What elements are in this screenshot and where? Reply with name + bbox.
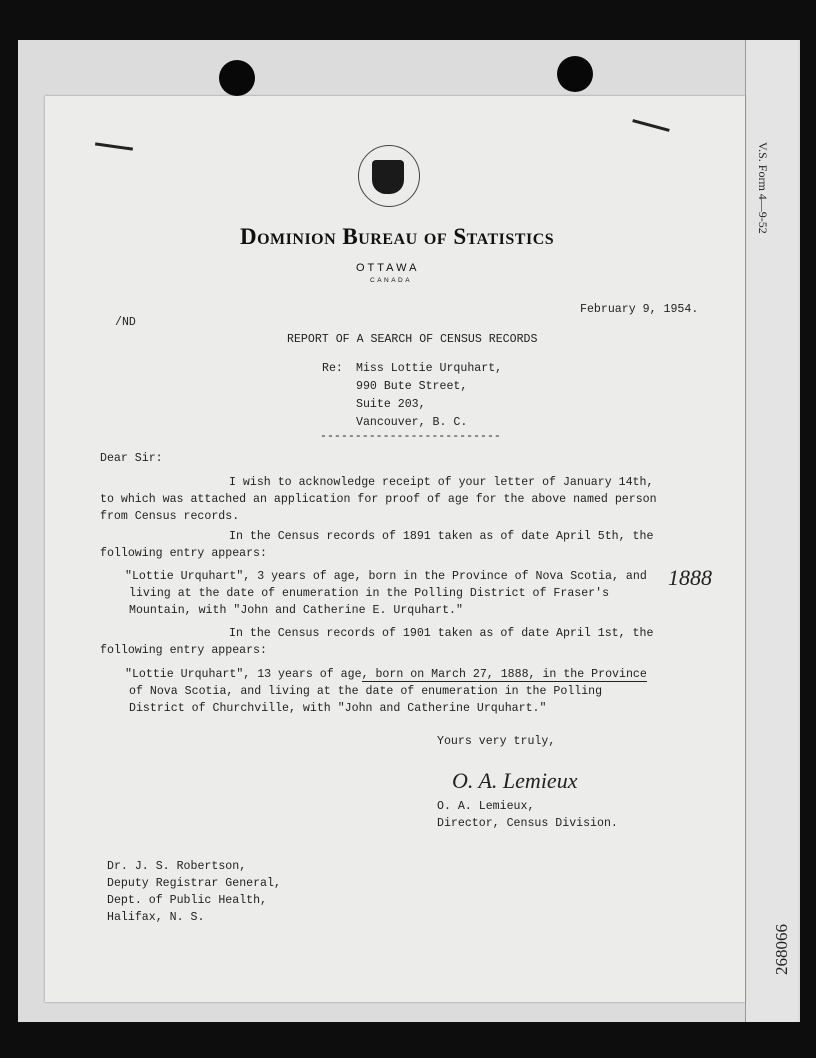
body-line: In the Census records of 1901 taken as of date April 1st, the — [229, 627, 654, 640]
quote-line: of Nova Scotia, and living at the date of enumeration in the Polling — [129, 685, 603, 698]
re-line: Vancouver, B. C. — [356, 416, 468, 429]
re-line: Miss Lottie Urquhart, — [356, 362, 503, 375]
quote-text: "Lottie Urquhart", 13 years of age — [125, 668, 362, 681]
re-rule: -------------------------- — [320, 430, 501, 443]
re-line: Suite 203, — [356, 398, 426, 411]
reference: /ND — [115, 316, 136, 329]
quote-line: living at the date of enumeration in the Polling District of Fraser's — [129, 587, 610, 600]
serial-number: 268066 — [772, 924, 791, 975]
form-margin-strip — [745, 40, 798, 1022]
closing: Yours very truly, — [437, 735, 556, 748]
form-label: V.S. Form 4—9-52 — [756, 142, 770, 234]
body-line: In the Census records of 1891 taken as of date April 5th, the — [229, 530, 654, 543]
punch-hole — [219, 60, 255, 96]
salutation: Dear Sir: — [100, 452, 163, 465]
re-line: 990 Bute Street, — [356, 380, 468, 393]
signer-title: Director, Census Division. — [437, 817, 618, 830]
re-label: Re: — [322, 362, 343, 375]
signature: O. A. Lemieux — [452, 768, 578, 793]
letter-date: February 9, 1954. — [580, 303, 699, 316]
quote-line: District of Churchville, with "John and Catherine Urquhart." — [129, 702, 547, 715]
addressee-line: Dept. of Public Health, — [107, 894, 268, 907]
country: CANADA — [370, 277, 413, 284]
body-line: I wish to acknowledge receipt of your letter of January 14th, — [229, 476, 654, 489]
addressee-line: Deputy Registrar General, — [107, 877, 281, 890]
addressee-line: Halifax, N. S. — [107, 911, 205, 924]
city: OTTAWA — [356, 262, 420, 274]
addressee-line: Dr. J. S. Robertson, — [107, 860, 247, 873]
underlined-birthdate: , born on March 27, 1888, in the Province — [361, 668, 647, 681]
handwritten-note: 1888 — [668, 565, 712, 590]
body-line: from Census records. — [100, 510, 240, 523]
punch-hole — [557, 56, 593, 92]
body-line: to which was attached an application for proof of age for the above named person — [100, 493, 657, 506]
quote-line: "Lottie Urquhart", 3 years of age, born in the Province of Nova Scotia, and — [125, 570, 647, 583]
body-line: following entry appears: — [100, 644, 267, 657]
coat-of-arms-icon — [372, 160, 404, 194]
quote-line — [125, 668, 647, 682]
signer-name: O. A. Lemieux, — [437, 800, 535, 813]
report-title: REPORT OF A SEARCH OF CENSUS RECORDS — [287, 333, 538, 346]
organization-name: Dominion Bureau of Statistics — [240, 224, 555, 249]
body-line: following entry appears: — [100, 547, 267, 560]
quote-line: Mountain, with "John and Catherine E. Urquhart." — [129, 604, 463, 617]
